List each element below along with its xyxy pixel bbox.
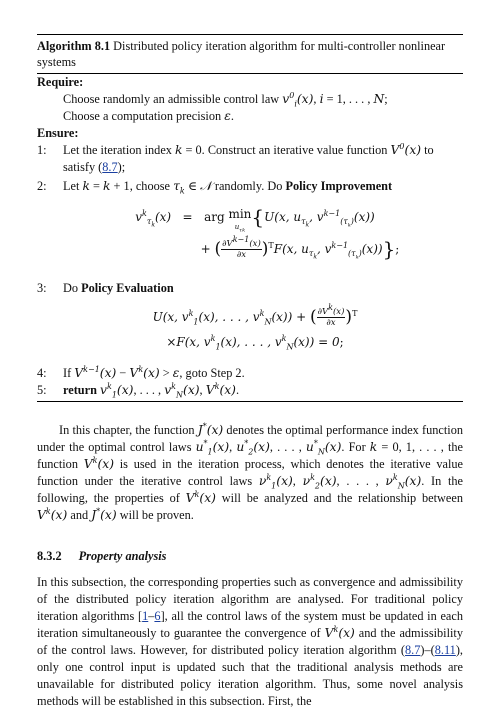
step-3-text: Do Policy Evaluation: [63, 281, 174, 295]
step-4: [37, 365, 463, 382]
page: [37, 0, 463, 710]
ref-6[interactable]: 6: [154, 609, 161, 623]
ref-eq-8-7[interactable]: 8.7: [102, 160, 118, 174]
policy-improvement-equation: $v^k_{\tau_k}(x)$ = arg min $u_{\tau k}\{U(x$, $u_{\tau_k}$, $v^{k-1}_{(\tau_k)}(x)$) + ( $\frac{\partial V^{k-1}(x)}{\partial x}$ )$^T$F(x, $u_{\tau_k}$, $v^{k-1}_{(\tau_k)}(x)$)};: [135, 205, 400, 261]
ensure-label: Ensure:: [37, 126, 79, 140]
step-3-number: 3:: [37, 281, 47, 295]
ref-eq-8-11[interactable]: 8.11: [434, 643, 456, 657]
paragraph-property-analysis: In this subsection, the corresponding properties such as convergence and admissibility of the distributed policy iteration algorithm are analysed. For traditional policy iteration algorithms [1–6], all the control laws of the system must be updated in each iteration simultaneously to guarantee the convergence of $V^k(x)$ and the admissibility of the control laws. However, for distributed policy iteration algorithm (8.7)–(8.11), only one control input is updated such that the traditional analysis methods are unavailable for distributed policy iteration algorithm. Thus, some novel analysis methods will be established in this subsection. First, the: [37, 575, 463, 708]
step-3: [37, 280, 463, 297]
step-5-text: return $v^k_1(x)$, . . . , $v^k_N(x)$, $V^k(x)$.: [63, 381, 240, 400]
step-4-text: If $V^{k-1}(x) - V^k(x) > \varepsilon$, goto Step 2.: [63, 364, 245, 380]
subsection-number: 8.3.2: [37, 549, 62, 563]
step-1-number: 1:: [37, 143, 47, 157]
return-keyword: return: [63, 383, 97, 397]
require-line-1: Choose randomly an admissible control law $v^0_i(x)$, i = 1, . . . , N;: [63, 90, 388, 109]
step-5-number: 5:: [37, 383, 47, 397]
step-5: [37, 382, 463, 402]
subsection-title: Property analysis: [78, 549, 167, 563]
require-label: Require:: [37, 75, 84, 89]
step-2-number: 2:: [37, 179, 47, 193]
step-2: [37, 178, 463, 195]
algorithm-header: [37, 35, 463, 74]
algorithm-title: Distributed policy iteration algorithm for multi-controller nonlinear systems: [37, 39, 446, 69]
step-1: [37, 142, 463, 176]
step-4-number: 4:: [37, 366, 47, 380]
paragraph-optimal-function: In this chapter, the function J*(x) denotes the optimal performance index function under the optimal control laws $u^*_1(x)$, $u^*_2(x)$, . . . , $u^*_N(x)$. For k = 0, 1, . . . , the function $V^k(x)$ is used in the iteration process, which denotes the iterative value function under the iterative control laws $\nu^k_1(x)$, $\nu^k_2(x)$, . . . , $\nu^k_N(x)$. In the following, the properties of $V^k(x)$ will be analyzed and the relationship between $V^k(x)$ and J*(x) will be proven.: [37, 421, 464, 522]
step-1-text: Let the iteration index k = 0. Construct an iterative value function $V^0(x)$ to satisfy (8.7);: [63, 141, 434, 174]
require-line-2: Choose a computation precision ε.: [63, 109, 234, 123]
policy-evaluation-label: Policy Evaluation: [81, 281, 174, 295]
subsection-heading: [37, 548, 463, 565]
algorithm-label: Algorithm 8.1: [37, 39, 111, 53]
ref-eq-8-7-body[interactable]: 8.7: [405, 643, 421, 657]
step-2-text: Let k = k + 1, choose $\tau_k$ ∈ 𝒩 randomly. Do Policy Improvement: [63, 179, 393, 196]
algorithm-box: [37, 34, 463, 402]
ref-1[interactable]: 1: [142, 609, 149, 623]
policy-improvement-label: Policy Improvement: [285, 179, 393, 193]
policy-evaluation-equation: U(x, $v^k_1(x)$, . . . , $v^k_N(x)$) + ( $\frac{\partial V^k(x)}{\partial x}$ )$^T$ ×F(x, $v^k_1(x)$, . . . , $v^k_N(x)) = 0$;: [152, 303, 358, 352]
